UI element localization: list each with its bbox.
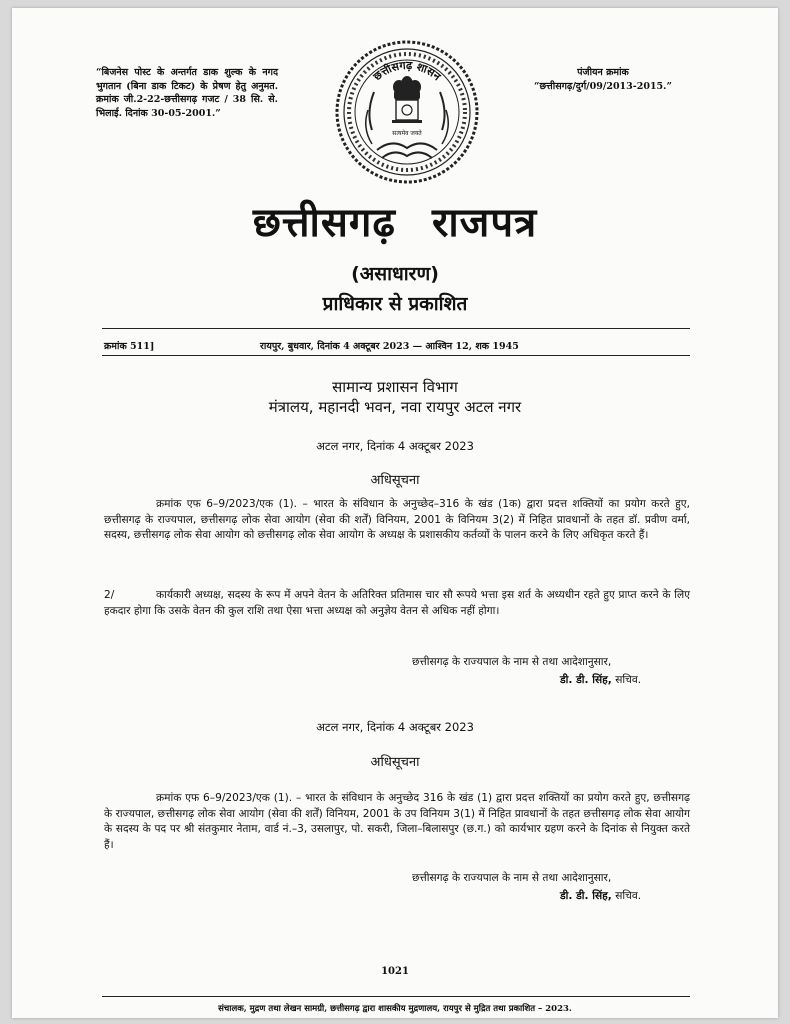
registration-block	[520, 66, 686, 93]
signatory-designation: सचिव.	[615, 674, 642, 686]
seal-title-text: छत्तीसगढ़ शासन	[370, 58, 444, 84]
masthead-part2: राजपत्र	[431, 200, 538, 246]
registration-number: “छत्तीसगढ़/दुर्ग/09/2013-2015.”	[534, 80, 672, 92]
gazette-masthead	[0, 193, 790, 248]
notification-2-paragraph-1: क्रमांक एफ 6–9/2023/एक (1). – भारत के संविधान के अनुच्छेद 316 के खंड (1) द्वारा प्रदत्त शक्तियों का प्रयोग करते हुए, छत्तीसगढ़ के राज्यपाल, छत्तीसगढ़ लोक सेवा आयोग (सेवा की शर्तें) विनियम, 2001 के उप विनियम 3(1) में निहित प्रावधानों के तहत छत्तीसगढ़ लोक सेवा आयोग के सदस्य के पद पर श्री संतकुमार नेताम, वार्ड नं.–3, उसलापुर, पो. सकरी, जिला–बिलासपुर (छ.ग.) को कार्यभार ग्रहण करने के दिनांक से नियुक्त करते हैं।	[104, 792, 690, 851]
notification-1-paragraph-1: क्रमांक एफ 6–9/2023/एक (1). – भारत के संविधान के अनुच्छेद–316 के खंड (1क) द्वारा प्रदत्त शक्तियों का प्रयोग करते हुए, छत्तीसगढ़ के राज्यपाल, छत्तीसगढ़ लोक सेवा आयोग (सेवा की शर्तें) विनियम, 2001 के विनियम 3(2) में निहित प्रावधानों के तहत डॉ. प्रवीण वर्मा, सदस्य, छत्तीसगढ़ लोक सेवा आयोग को छत्तीसगढ़ लोक सेवा आयोग के अध्यक्ष के प्रशासकीय कर्तव्यों के पालन करने के लिए अधिकृत करते हैं।	[104, 498, 690, 542]
department-name: सामान्य प्रशासन विभाग	[332, 378, 458, 396]
notification-1-title: अधिसूचना	[370, 473, 420, 488]
notification-1-signature	[560, 673, 690, 687]
registration-label: पंजीयन क्रमांक	[577, 67, 629, 78]
top-rule	[102, 328, 690, 329]
issue-number: क्रमांक 511]	[104, 341, 155, 352]
state-emblem-seal	[332, 40, 482, 185]
authority-line: प्राधिकार से प्रकाशित	[322, 293, 468, 315]
printer-imprint: संचालक, मुद्रण तथा लेखन सामग्री, छत्तीसगढ़ द्वारा शासकीय मुद्रणालय, रायपुर से मुद्रित तथा प्रकाशित – 2023.	[218, 1004, 572, 1014]
notification-2-order-line: छत्तीसगढ़ के राज्यपाल के नाम से तथा आदेशानुसार,	[412, 872, 612, 884]
signatory-name: डी. डी. सिंह,	[560, 890, 612, 902]
department-block	[0, 377, 790, 417]
notification-2-signature	[560, 889, 690, 903]
seal-motto: सत्यमेव जयते	[392, 130, 422, 137]
department-address: मंत्रालय, महानदी भवन, नवा रायपुर अटल नगर	[268, 398, 522, 416]
notification-1-paragraph-2	[104, 588, 690, 619]
notification-1-order-line: छत्तीसगढ़ के राज्यपाल के नाम से तथा आदेशानुसार,	[412, 656, 612, 668]
notification-2-title: अधिसूचना	[370, 755, 420, 770]
notification-2-dateline: अटल नगर, दिनांक 4 अक्टूबर 2023	[316, 720, 474, 734]
page-number: 1021	[381, 966, 409, 977]
issue-date-line: रायपुर, बुधवार, दिनांक 4 अक्टूबर 2023 — आश्विन 12, शक 1945	[260, 341, 519, 352]
masthead-part1: छत्तीसगढ़	[252, 200, 396, 246]
notification-1-dateline: अटल नगर, दिनांक 4 अक्टूबर 2023	[316, 439, 474, 453]
postal-permit-note: “बिजनेस पोस्ट के अन्तर्गत डाक शुल्क के नगद भुगतान (बिना डाक टिकट) के प्रेषण हेतु अनुमत. क्रमांक जी.2-22-छत्तीसगढ़ गजट / 38 सि. से. भिलाई. दिनांक 30-05-2001.”	[96, 67, 278, 119]
paragraph-2-text: कार्यकारी अध्यक्ष, सदस्य के रूप में अपने वेतन के अतिरिक्त प्रतिमास चार सौ रूपये भत्ता इस शर्त के अध्यधीन रहते हुए प्राप्त करने के लिए हकदार होगा कि उसके वेतन की कुल राशि तथा ऐसा भत्ता अध्यक्ष को अनुज्ञेय वेतन से अधिक नहीं होगा।	[104, 589, 690, 617]
bottom-rule	[102, 355, 690, 356]
signatory-designation: सचिव.	[615, 890, 642, 902]
paragraph-number: 2/	[104, 589, 115, 601]
footer-rule	[102, 996, 690, 997]
edition-label: (असाधारण)	[351, 263, 439, 285]
signatory-name: डी. डी. सिंह,	[560, 674, 612, 686]
